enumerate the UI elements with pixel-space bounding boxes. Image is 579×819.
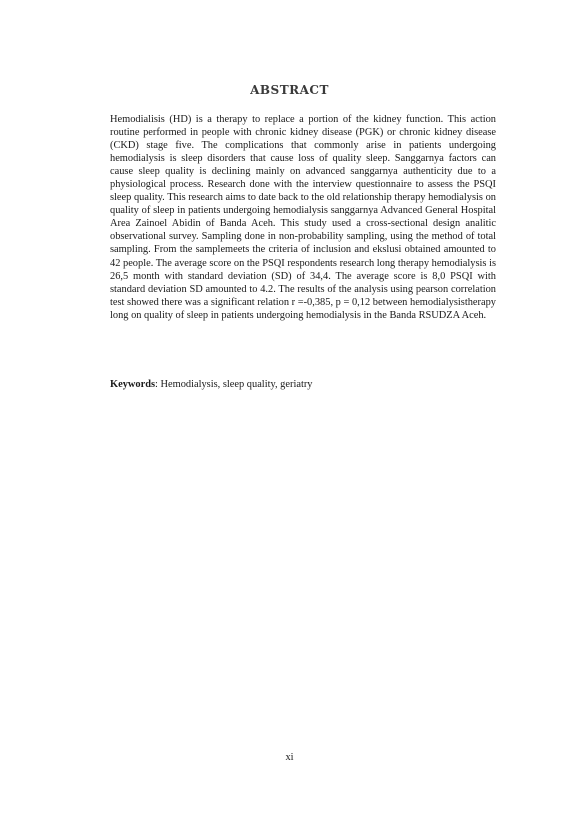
keywords-label: Keywords — [110, 379, 156, 390]
page-number: xi — [285, 752, 294, 763]
abstract-body: Hemodialisis (HD) is a therapy to replace a portion of the kidney function. This action routine performed in people with chronic kidney disease (PGK) or chronic kidney disease (CKD) stage five. The complications that commonly arise in patients undergoing hemodialysis is sleep disorders that cause loss of quality sleep. Sanggarnya factors can cause sleep quality is declining mainly on advanced sanggarnya authenticity due to a physiological process. Research done with the interview questionnaire to assess the PSQI sleep quality. This research aims to date back to the old relationship therapy hemodialysis on quality of sleep in patients undergoing hemodialysis sanggarnya Advanced General Hospital Area Zainoel Abidin of Banda Aceh. This study used a cross-sectional design analitic observational survey. Sampling done in non-probability sampling, using the method of total sampling. From the samplemeets the criteria of inclusion and ekslusi obtained amounted to 42 people. The average score on the PSQI respondents research long therapy hemodialysis is 26,5 month with standard deviation (SD) of 34,4. The average score is 8,0 PSQI with standard deviation SD amounted to 4.2. The results of the analysis using pearson correlation test showed there was a significant relation r =-0,385, p = 0,12 between hemodialysistherapy long on quality of sleep in patients undergoing hemodialysis in the Banda RSUDZA Aceh. — [110, 114, 496, 321]
keywords-list: : Hemodialysis, sleep quality, geriatry — [155, 379, 313, 390]
keywords-line — [110, 378, 496, 391]
abstract-title: ABSTRACT — [250, 83, 329, 97]
